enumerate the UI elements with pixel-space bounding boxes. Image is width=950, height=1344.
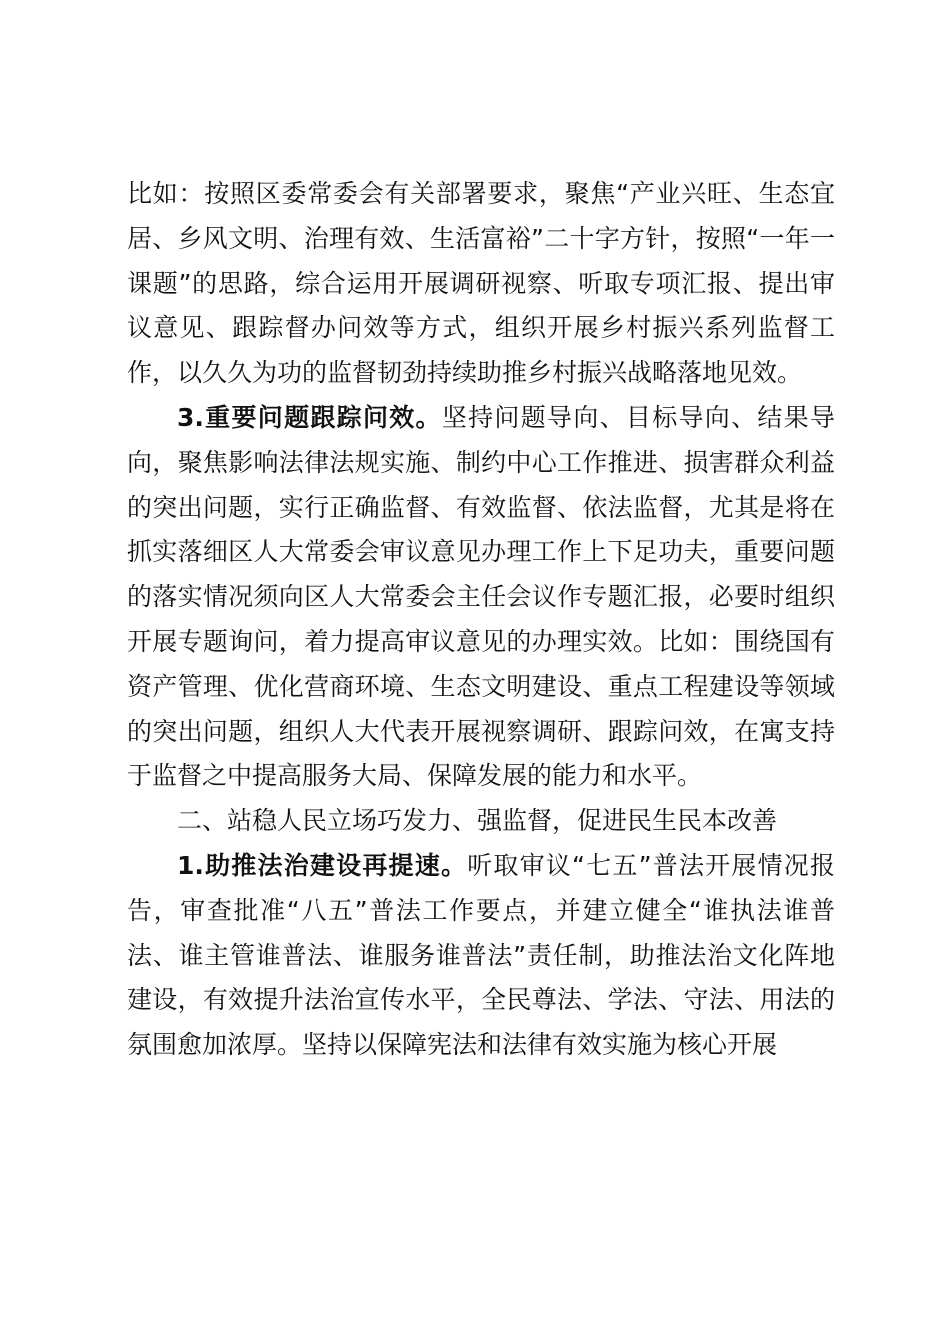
paragraph-lead-heading: 1.助推法治建设再提速。 — [177, 850, 468, 880]
section-heading-people-stance — [127, 799, 835, 844]
paragraph-lead-heading: 3.重要问题跟踪问效。 — [177, 402, 442, 432]
paragraph-rule-of-law — [127, 844, 835, 1068]
paragraph-rural-revitalization-example — [127, 172, 835, 396]
paragraph-text: 听取审议“七五”普法开展情况报告，审查批准“八五”普法工作要点，并建立健全“谁执法谁普法、谁主管谁普法、谁服务谁普法”责任制，助推法治文化阵地建设，有效提升法治宣传水平，全民尊法、学法、守法、用法的氛围愈加浓厚。坚持以保障宪法和法律有效实施为核心开展 — [127, 850, 835, 1060]
section-heading-text: 二、站稳人民立场巧发力、强监督，促进民生民本改善 — [177, 806, 778, 836]
paragraph-text: 比如：按照区委常委会有关部署要求，聚焦“产业兴旺、生态宜居、乡风文明、治理有效、生活富裕”二十字方针，按照“一年一课题”的思路，综合运用开展调研视察、听取专项汇报、提出审议意见、跟踪督办问效等方式，组织开展乡村振兴系列监督工作，以久久为功的监督韧劲持续助推乡村振兴战略落地见效。 — [127, 179, 835, 388]
paragraph-key-issues-tracking — [127, 396, 835, 799]
document-body — [127, 172, 835, 1068]
paragraph-text: 坚持问题导向、目标导向、结果导向，聚焦影响法律法规实施、制约中心工作推进、损害群众利益的突出问题，实行正确监督、有效监督、依法监督，尤其是将在抓实落细区人大常委会审议意见办理工作上下足功夫，重要问题的落实情况须向区人大常委会主任会议作专题汇报，必要时组织开展专题询问，着力提高审议意见的办理实效。比如：围绕国有资产管理、优化营商环境、生态文明建设、重点工程建设等领域的突出问题，组织人大代表开展视察调研、跟踪问效，在寓支持于监督之中提高服务大局、保障发展的能力和水平。 — [127, 402, 835, 791]
